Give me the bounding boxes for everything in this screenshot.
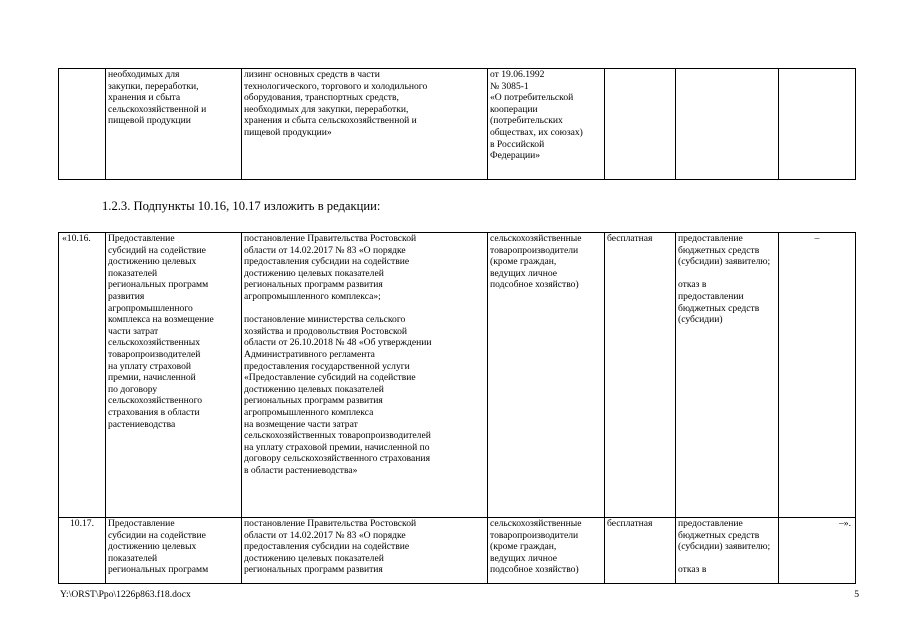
cell-extra bbox=[779, 69, 856, 180]
table-continuation bbox=[58, 68, 856, 180]
cell-service-name: Предоставление субсидий на содействие достижению целевых показателей региональных программ развития агропромышленного комплекса на возмещение части затрат сельскохозяйственных товаропроизводителей на уплату страховой премии, начисленной по договору сельскохозяйственного страхования в области растениеводства bbox=[106, 233, 242, 518]
cell-fee bbox=[605, 69, 676, 180]
cell-number: 10.17. bbox=[59, 518, 106, 584]
cell-legal-basis: постановление Правительства Ростовской области от 14.02.2017 № 83 «О порядке предоставления субсидии на содействие достижению целевых показателей региональных программ развития bbox=[242, 518, 488, 584]
footer-file-path: Y:\ORST\Ppo\1226p863.f18.docx bbox=[60, 589, 191, 600]
cell-result: предоставление бюджетных средств (субсидии) заявителю; отказ в предоставлении бюджетных средств (субсидии) bbox=[676, 233, 779, 518]
cell-fee: бесплатная bbox=[605, 233, 676, 518]
cell-recipients: сельскохозяйственные товаропроизводители (кроме граждан, ведущих личное подсобное хозяйство) bbox=[488, 518, 605, 584]
cell-legal-basis: лизинг основных средств в части технологического, торгового и холодильного оборудования, транспортных средств, необходимых для закупки, переработки, хранения и сбыта сельскохозяйственной и пищевой продукции» bbox=[242, 69, 488, 180]
cell-service-name: необходимых для закупки, переработки, хранения и сбыта сельскохозяйственной и пищевой продукции bbox=[106, 69, 242, 180]
cell-extra: –». bbox=[779, 518, 856, 584]
cell-recipients: сельскохозяйственные товаропроизводители (кроме граждан, ведущих личное подсобное хозяйство) bbox=[488, 233, 605, 518]
cell-result: предоставление бюджетных средств (субсидии) заявителю; отказ в bbox=[676, 518, 779, 584]
page-number: 5 bbox=[854, 589, 859, 600]
table-row bbox=[59, 233, 856, 518]
table-subsidies bbox=[58, 232, 856, 584]
cell-extra: – bbox=[779, 233, 856, 518]
table-row bbox=[59, 69, 856, 180]
cell-number bbox=[59, 69, 106, 180]
cell-service-name: Предоставление субсидии на содействие достижению целевых показателей региональных программ bbox=[106, 518, 242, 584]
cell-fee: бесплатная bbox=[605, 518, 676, 584]
cell-number: «10.16. bbox=[59, 233, 106, 518]
cell-recipients: от 19.06.1992 № 3085-1 «О потребительской кооперации (потребительских обществах, их союзах) в Российской Федерации» bbox=[488, 69, 605, 180]
cell-legal-basis: постановление Правительства Ростовской области от 14.02.2017 № 83 «О порядке предоставления субсидии на содействие достижению целевых показателей региональных программ развития агропромышленного комплекса»; постановление министерства сельского хозяйства и продовольствия Ростовской области от 26.10.2018 № 48 «Об утверждении Административного регламента предоставления государственной услуги «Предоставление субсидий на содействие достижению целевых показателей региональных программ развития агропромышленного комплекса на возмещение части затрат сельскохозяйственных товаропроизводителей на уплату страховой премии, начисленной по договору сельскохозяйственного страхования в области растениеводства» bbox=[242, 233, 488, 518]
table-row bbox=[59, 518, 856, 584]
section-heading: 1.2.3. Подпункты 10.16, 10.17 изложить в редакции: bbox=[102, 199, 381, 213]
cell-result bbox=[676, 69, 779, 180]
